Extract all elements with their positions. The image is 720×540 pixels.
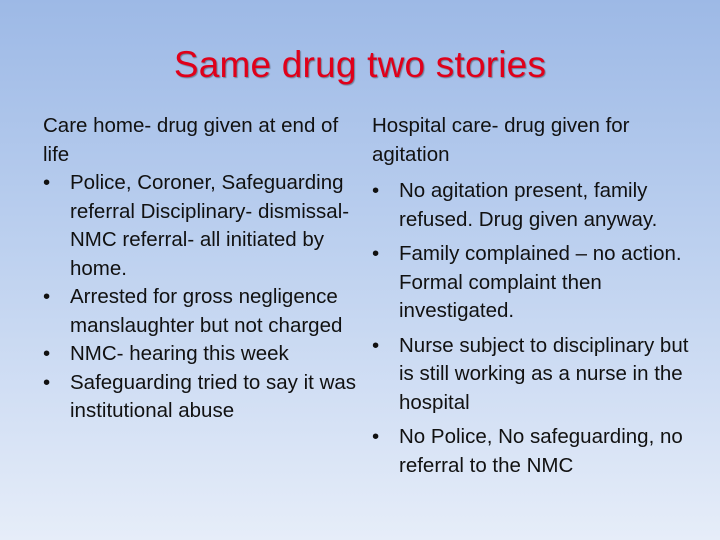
list-item-text: Arrested for gross negligence manslaughter but not charged bbox=[70, 285, 343, 337]
bullet-icon: • bbox=[372, 179, 380, 202]
list-item bbox=[43, 169, 361, 283]
bullet-icon: • bbox=[43, 370, 51, 394]
list-item bbox=[372, 177, 690, 234]
list-item-text: Police, Coroner, Safeguarding referral Disciplinary- dismissal- NMC referral- all initiated by home. bbox=[70, 171, 350, 280]
list-item-text: Safeguarding tried to say it was institutional abuse bbox=[70, 370, 357, 422]
bullet-icon: • bbox=[372, 242, 380, 265]
list-item-text: NMC- hearing this week bbox=[70, 342, 289, 365]
left-column-heading: Care home- drug given at end of life bbox=[43, 114, 339, 166]
list-item bbox=[43, 369, 361, 426]
list-item bbox=[372, 423, 690, 480]
bullet-icon: • bbox=[43, 342, 51, 365]
list-item-text: No Police, No safeguarding, no referral to the NMC bbox=[399, 425, 683, 477]
right-bullet-list bbox=[372, 177, 690, 480]
bullet-icon: • bbox=[372, 425, 380, 448]
list-item bbox=[43, 340, 361, 369]
list-item bbox=[372, 332, 690, 418]
bullet-icon: • bbox=[43, 171, 51, 194]
slide-title: Same drug two stories bbox=[173, 44, 547, 85]
left-column bbox=[43, 112, 361, 426]
bullet-icon: • bbox=[43, 285, 51, 308]
list-item-text: No agitation present, family refused. Drug given anyway. bbox=[399, 179, 658, 231]
list-item bbox=[372, 240, 690, 326]
list-item bbox=[43, 283, 361, 340]
list-item-text: Family complained – no action. Formal complaint then investigated. bbox=[399, 242, 682, 322]
left-bullet-list bbox=[43, 169, 361, 426]
right-column-heading: Hospital care- drug given for agitation bbox=[372, 114, 630, 166]
bullet-icon: • bbox=[372, 333, 380, 357]
list-item-text: Nurse subject to disciplinary but is still working as a nurse in the hospital bbox=[399, 333, 689, 414]
right-column bbox=[372, 112, 690, 486]
